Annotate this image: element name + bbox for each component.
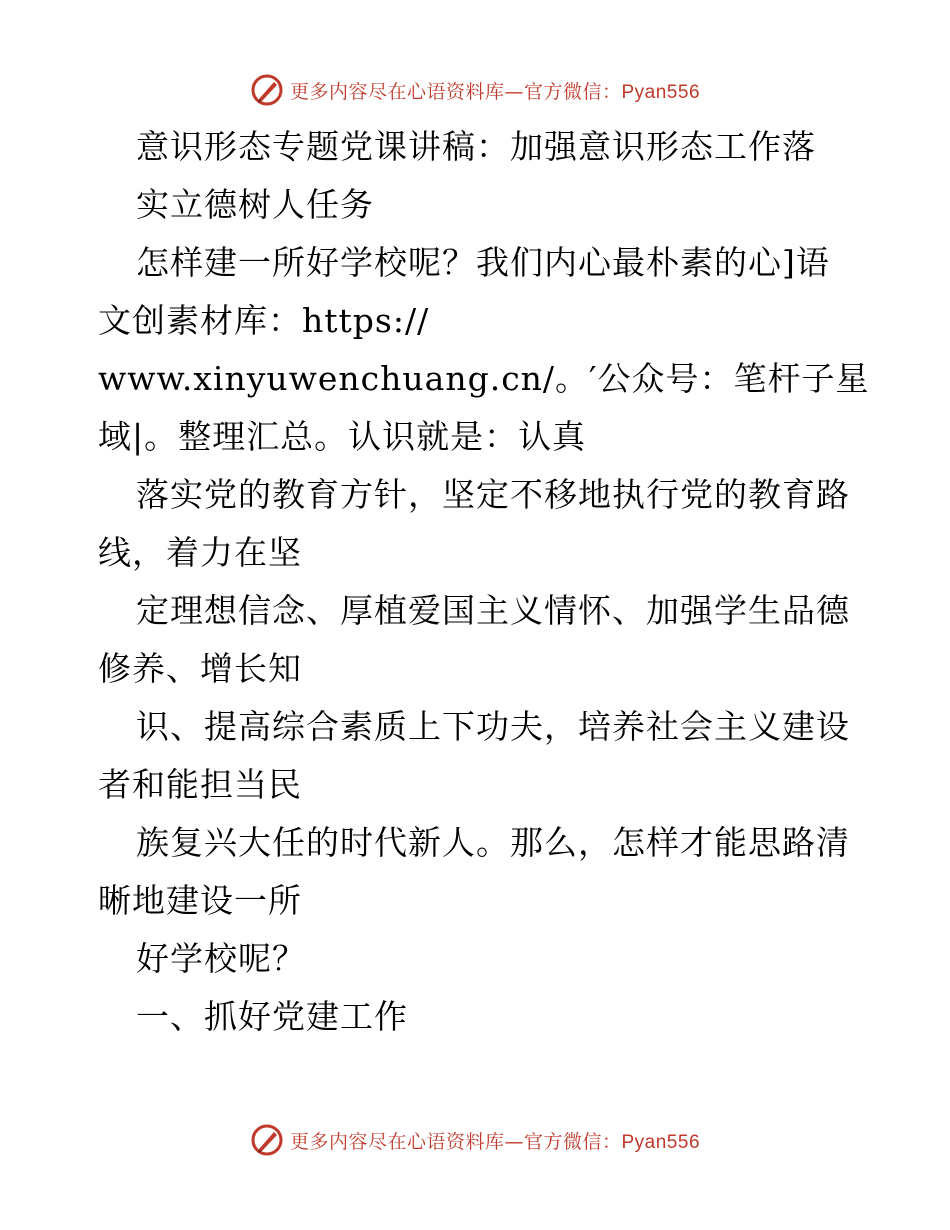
header-wechat-label: 官方微信： [523, 80, 622, 103]
paragraph-line: 晰地建设一所 [98, 881, 302, 920]
footer-banner [0, 1120, 950, 1160]
header-dash: — [504, 80, 524, 103]
paragraph-line: www.xinyuwenchuang.cn/。′公众号：笔杆子星 [98, 359, 870, 398]
doc-title-line-2: 实立德树人任务 [136, 185, 374, 224]
paragraph-line: 识、提高综合素质上下功夫，培养社会主义建设 [136, 707, 850, 746]
section-heading: 一、抓好党建工作 [136, 997, 408, 1036]
pen-logo-icon [250, 73, 284, 107]
paragraph-line: 者和能担当民 [98, 765, 302, 804]
header-brand: 更多内容尽在心语资料库 [289, 80, 505, 103]
header-wechat-id: Pyan556 [621, 81, 701, 103]
paragraph-line: 修养、增长知 [98, 649, 302, 688]
footer-dash: — [504, 1130, 524, 1153]
paragraph-line: 族复兴大任的时代新人。那么，怎样才能思路清 [136, 823, 850, 862]
paragraph-line: 域|。整理汇总。认识就是：认真 [98, 417, 587, 456]
paragraph-line: 怎样建一所好学校呢？我们内心最朴素的心]语 [136, 243, 830, 282]
paragraph-line: 好学校呢？ [136, 939, 306, 978]
pen-logo-icon [250, 1123, 284, 1157]
footer-wechat-label: 官方微信： [523, 1130, 622, 1153]
footer-wechat-id: Pyan556 [621, 1131, 701, 1153]
header-text [290, 77, 700, 104]
footer-brand: 更多内容尽在心语资料库 [289, 1130, 505, 1153]
paragraph-line: 定理想信念、厚植爱国主义情怀、加强学生品德 [136, 591, 850, 630]
paragraph-line: 文创素材库：https:// [98, 301, 430, 340]
header-banner [0, 70, 950, 110]
footer-text [290, 1127, 700, 1154]
document-body [98, 118, 870, 1046]
doc-title-line-1: 意识形态专题党课讲稿：加强意识形态工作落 [136, 127, 816, 166]
paragraph-line: 线，着力在坚 [98, 533, 302, 572]
paragraph-line: 落实党的教育方针，坚定不移地执行党的教育路 [136, 475, 850, 514]
